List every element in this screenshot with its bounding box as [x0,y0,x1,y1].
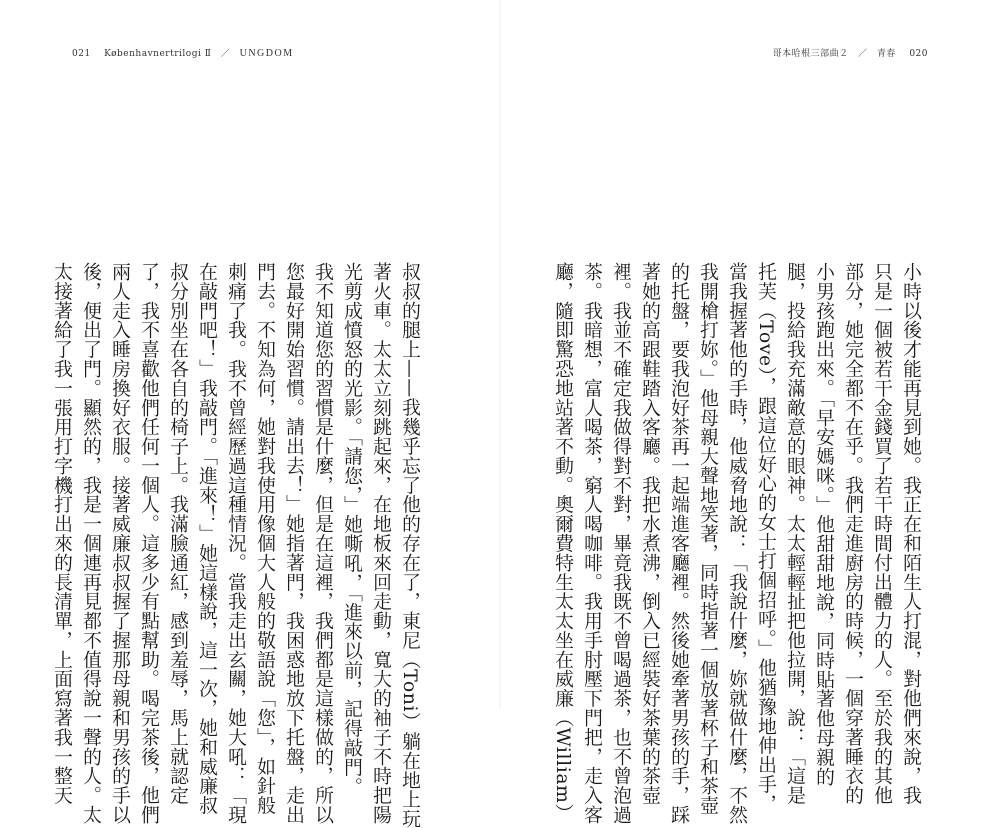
text-column: 我不知道您的習慣是什麼，但是在這裡，我們都是這樣做的，所以 [312,262,333,825]
left-header-separator: ／ [220,49,231,59]
page-gutter [499,0,501,709]
left-page-body [51,262,424,828]
text-column: 叔分別坐在各自的椅子上。我滿臉通紅，感到羞辱，馬上就認定 [167,262,188,805]
text-column: 在敲門吧！」我敲門。「進來！」她這樣說，這一次，她和威廉叔 [196,262,217,815]
text-column: 廳，隨即驚恐地站著不動。奧爾費特生太太坐在威廉（William） [552,262,573,823]
text-column: 我開槍打妳。」他母親大聲地笑著，同時指著一個放著杯子和茶壺 [697,262,718,815]
text-column: 著火車。太太立刻跳起來，在地板來回走動，寬大的袖子不時把陽 [370,262,391,825]
text-column: 太接著給了我一張用打字機打出來的長清單，上面寫著我一整天 [51,262,72,805]
left-header-series: Københavnertrilogi Ⅱ [104,49,212,59]
left-running-header [72,46,294,59]
text-column: 腿，投給我充滿敵意的眼神。太太輕輕扯把他拉開，說：「這是 [784,262,805,805]
text-column: 當我握著他的手時，他威脅地說：「我說什麼，妳就做什麼，不然 [726,262,747,825]
text-column: 門去。不知為何，她對我使用像個大人般的敬語說「您」，如針般 [254,262,275,815]
text-column: 茶。我暗想，富人喝茶，窮人喝咖啡。我用手肘壓下門把，走入客 [581,262,602,825]
right-running-header [773,46,928,59]
right-page-body [552,262,925,825]
text-column: 後，便出了門。顯然的，我是一個連再見都不值得說一聲的人。太 [80,262,101,825]
text-column: 的托盤，要我泡好茶再一起端進客廳裡。然後她牽著男孩的手，踩 [668,262,689,825]
text-column: 叔叔的腿上——我幾乎忘了他的存在了，東尼（Toni）躺在地上玩 [399,262,420,828]
text-column: 兩人走入睡房換好衣服。接著威廉叔叔握了握那母親和男孩的手以 [109,262,130,825]
right-header-section: 青春 [876,49,896,59]
text-column: 部分，她完全都不在乎。我們走進廚房的時候，一個穿著睡衣的 [842,262,863,805]
text-column: 托芙（Tove），跟這位好心的女士打個招呼。」他猶豫地伸出手， [755,262,776,814]
text-column: 小時以後才能再見到她。我正在和陌生人打混，對他們來說，我 [900,262,921,805]
text-column: 裡。我並不確定我做得對不對，畢竟我既不曾喝過茶，也不曾泡過 [610,262,631,825]
text-column: 著她的高跟鞋踏入客廳。我把水煮沸，倒入已經裝好茶葉的茶壺 [639,262,660,805]
text-column: 了，我不喜歡他們任何一個人。這多少有點幫助。喝完茶後，他們 [138,262,159,825]
text-column: 您最好開始習慣。請出去！」她指著門，我困惑地放下托盤，走出 [283,262,304,825]
text-column: 小男孩跑出來。「早安媽咪。」他甜甜地說，同時貼著他母親的 [813,262,834,787]
right-page-number: 020 [909,49,928,59]
text-column: 刺痛了我。我不曾經歷過這種情況。當我走出玄關，她大吼：「現 [225,262,246,825]
text-column: 只是一個被若干金錢買了若干時間付出體力的人。至於我的其他 [871,262,892,805]
right-header-title: 哥本哈根三部曲２ [772,49,849,59]
left-header-title: UNGDOM [239,48,294,59]
text-column: 光剪成憤怒的光影。「請您，」她嘶吼，「進來以前，記得敲門。 [341,262,362,797]
left-page-number: 021 [72,49,91,59]
right-header-separator: ／ [858,49,868,59]
